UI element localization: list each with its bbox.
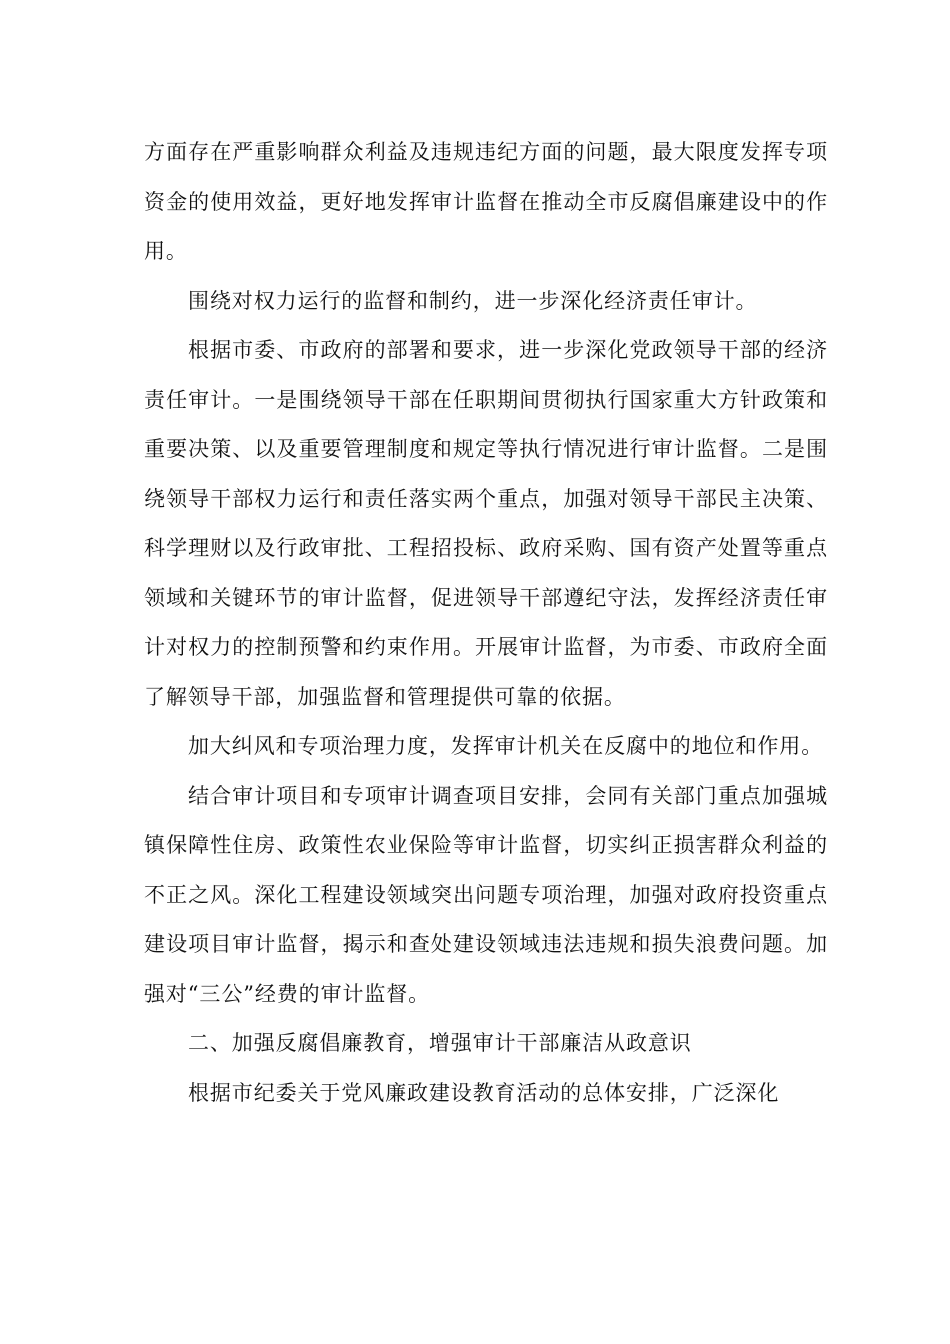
section-heading-anti-corruption-education: 二、加强反腐倡廉教育，增强审计干部廉洁从政意识 <box>188 1031 692 1055</box>
paragraph-education-activities: 根据市纪委关于党风廉政建设教育活动的总体安排，广泛深化 <box>188 1080 780 1105</box>
paragraph-heading-special-governance: 加大纠风和专项治理力度，发挥审计机关在反腐中的地位和作用。 <box>188 734 824 758</box>
paragraph-heading-power-supervision: 围绕对权力运行的监督和制约，进一步深化经济责任审计。 <box>188 288 758 313</box>
paragraph-economic-responsibility-audit: 根据市委、市政府的部署和要求，进一步深化党政领导干部的经济责任审计。一是围绕领导干部在任职期间贯彻执行国家重大方针政策和重要决策、以及重要管理制度和规定等执行情况进行审计监督。二是围绕领导干部权力运行和责任落实两个重点，加强对领导干部民主决策、科学理财以及行政审批、工程招投标、政府采购、国有资产处置等重点领域和关键环节的审计监督，促进领导干部遵纪守法，发挥经济责任审计对权力的控制预警和约束作用。开展审计监督，为市委、市政府全面了解领导干部，加强监督和管理提供可靠的依据。 <box>144 338 828 709</box>
paragraph-continuation: 方面存在严重影响群众利益及违规违纪方面的问题，最大限度发挥专项资金的使用效益，更好地发挥审计监督在推动全市反腐倡廉建设中的作用。 <box>144 140 828 263</box>
document-body <box>144 128 828 1118</box>
paragraph-special-audit: 结合审计项目和专项审计调查项目安排，会同有关部门重点加强城镇保障性住房、政策性农业保险等审计监督，切实纠正损害群众利益的不正之风。深化工程建设领域突出问题专项治理，加强对政府投资重点建设项目审计监督，揭示和查处建设领域违法违规和损失浪费问题。加强对“三公”经费的审计监督。 <box>144 783 828 1006</box>
